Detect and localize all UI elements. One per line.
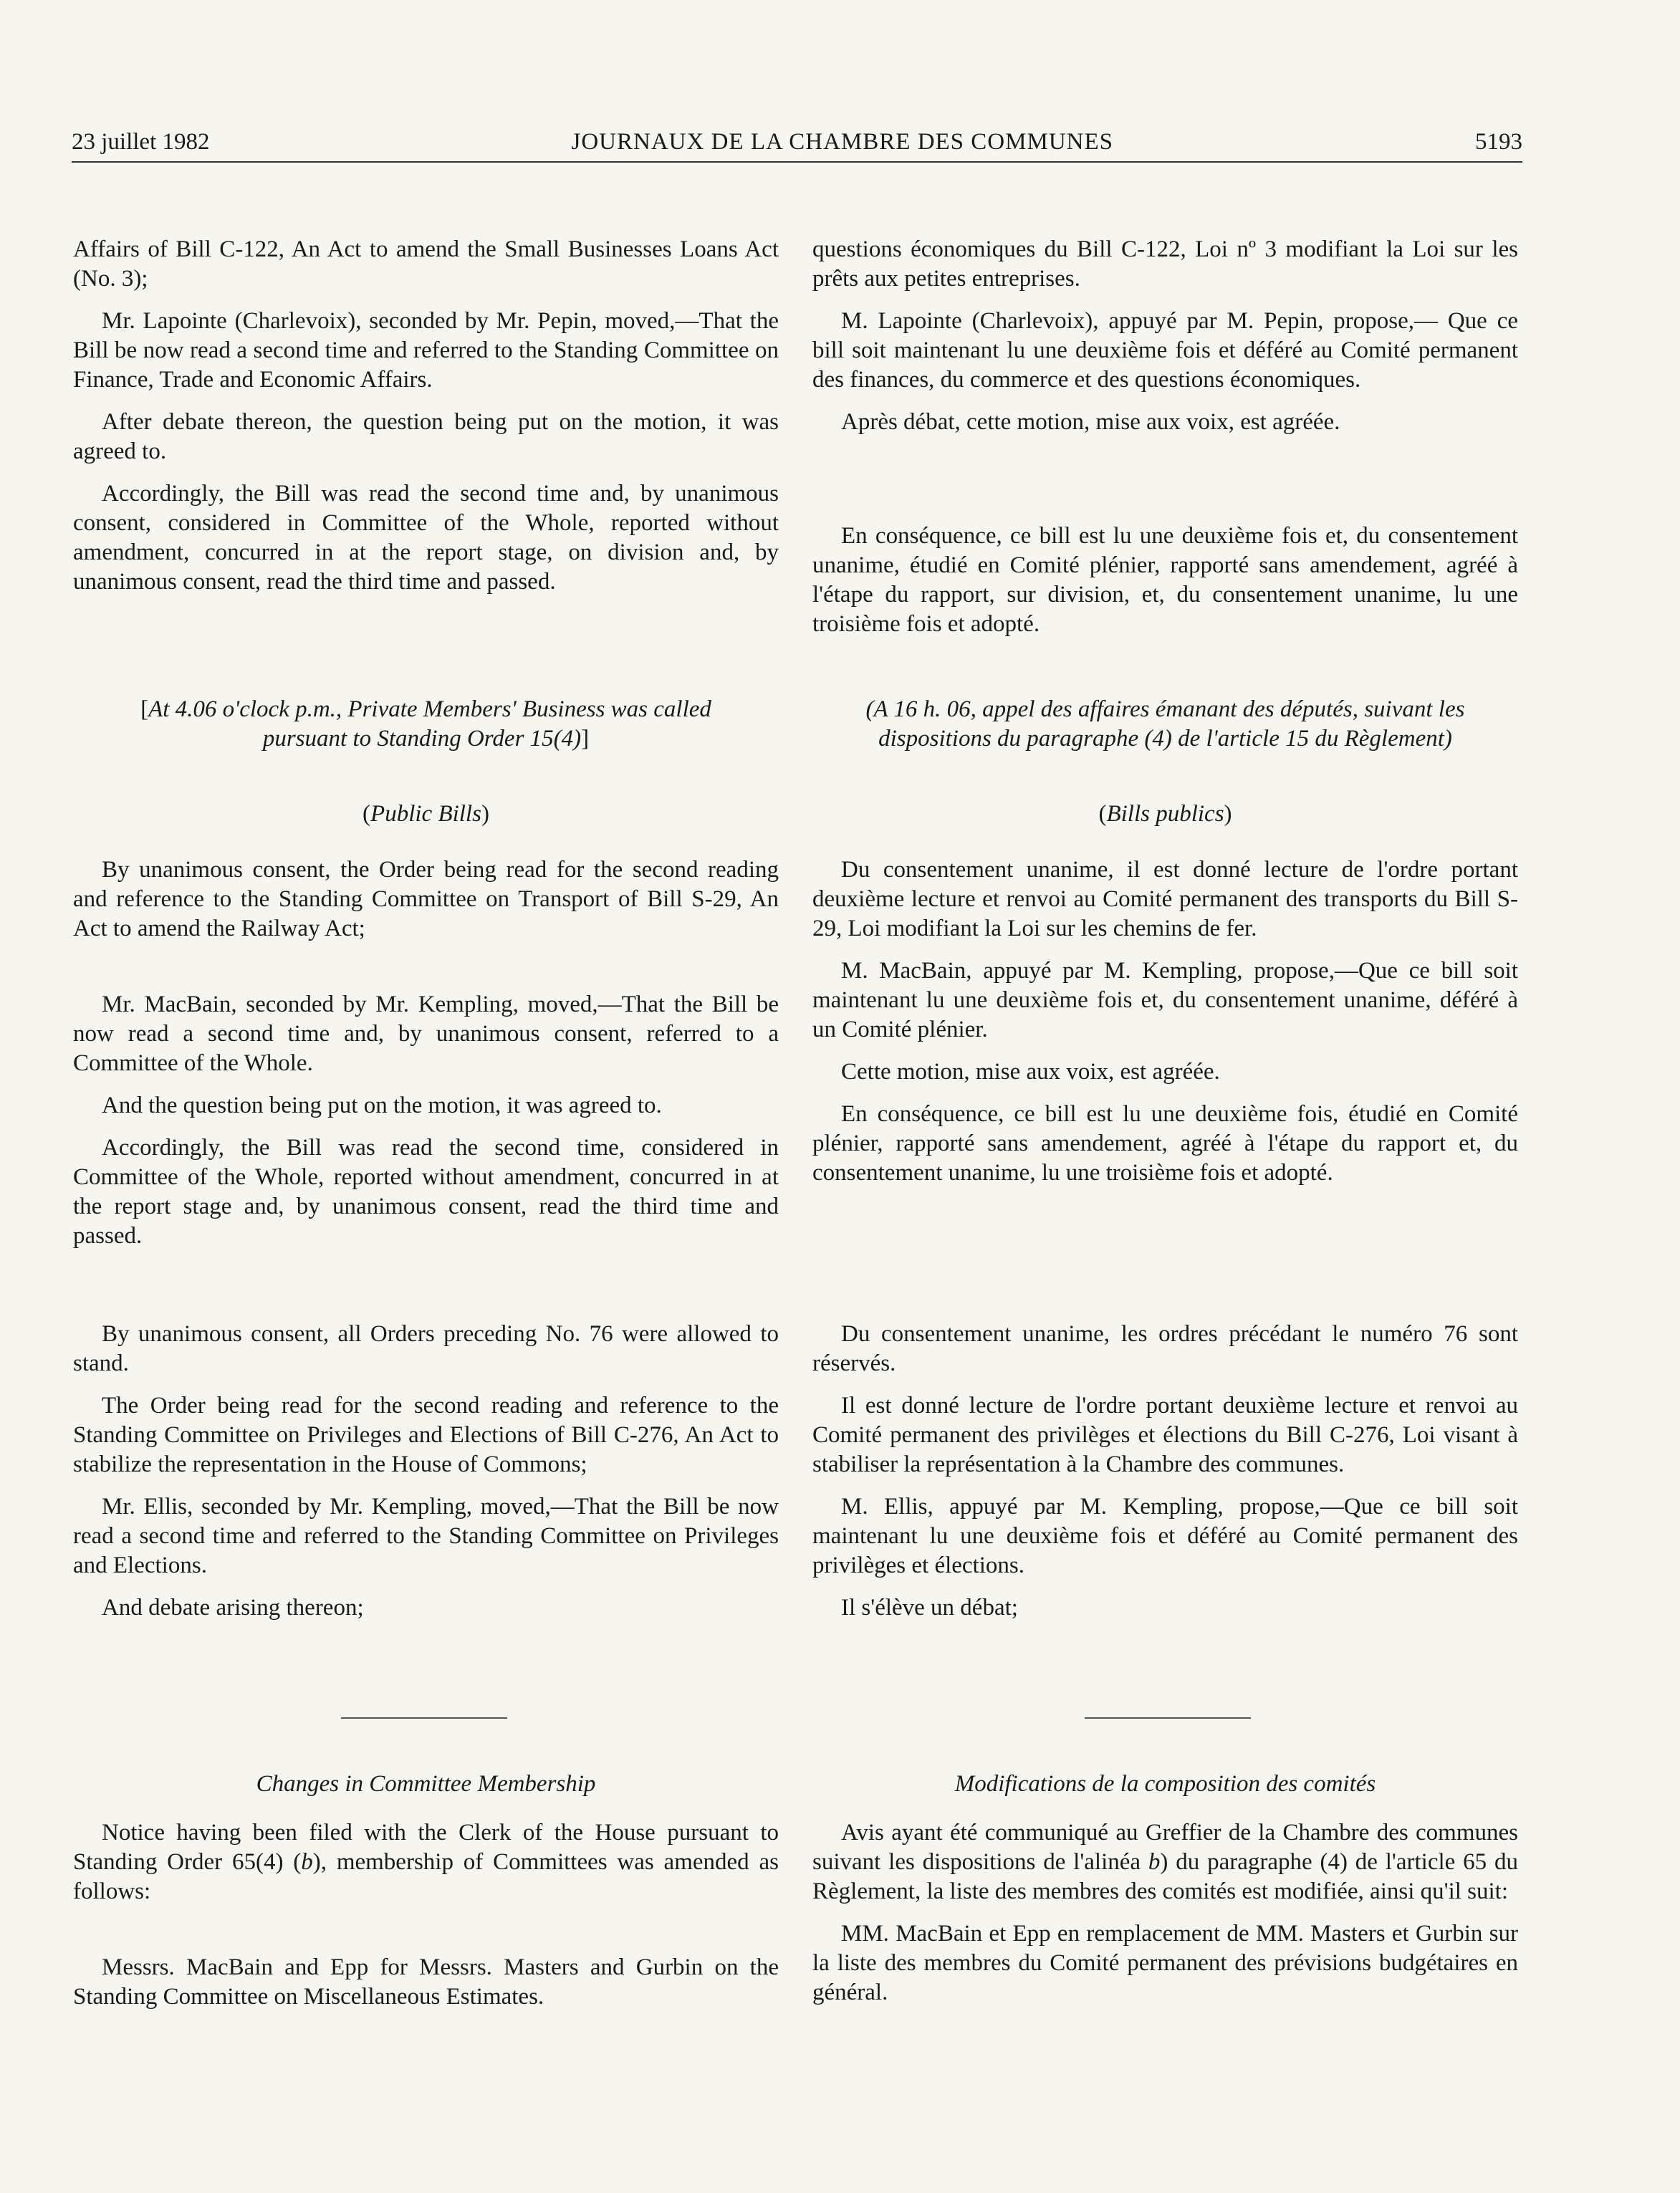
paragraph: Notice having been filed with the Clerk of the House pursuant to Standing Order 65(4) (b), membership of Committees was amended as follows: <box>73 1820 779 1904</box>
french-section-4 <box>812 1320 1518 1636</box>
paragraph: Mr. MacBain, seconded by Mr. Kempling, moved,—That the Bill be now read a second time and, by unanimous consent, referred to a Committee of the Whole. <box>73 992 779 1076</box>
public-bills-heading: (Bills publics) <box>1098 801 1232 827</box>
paragraph: Après débat, cette motion, mise aux voix, est agréée. <box>841 409 1340 435</box>
paragraph: And the question being put on the motion, it was agreed to. <box>102 1093 662 1118</box>
paragraph: M. MacBain, appuyé par M. Kempling, propose,—Que ce bill soit maintenant lu une deuxième fois et, du consentement unanime, déféré à un Comité plénier. <box>812 958 1518 1042</box>
paragraph: And debate arising thereon; <box>102 1595 364 1621</box>
paragraph: M. Lapointe (Charlevoix), appuyé par M. Pepin, propose,— Que ce bill soit maintenant lu une deuxième fois et déféré au Comité permanent des finances, du commerce et des questions économiques. <box>812 308 1518 393</box>
paragraph: Accordingly, the Bill was read the second time and, by unanimous consent, considered in Committee of the Whole, reported without amendment, concurred in at the report stage, on division and, by unanimous consent, read the third time and passed. <box>73 481 779 595</box>
paragraph: Du consentement unanime, les ordres précédant le numéro 76 sont réservés. <box>812 1321 1518 1376</box>
french-section-1 <box>812 235 1518 450</box>
french-private-heading-block <box>812 695 1518 767</box>
english-section-6 <box>73 1953 779 2025</box>
changes-heading: Modifications de la composition des comités <box>954 1771 1376 1797</box>
journal-title: JOURNAUX DE LA CHAMBRE DES COMMUNES <box>571 129 1113 155</box>
english-section-1 <box>73 235 779 610</box>
private-members-heading: (A 16 h. 06, appel des affaires émanant des députés, suivant les dispositions du paragraphe (4) de l'article 15 du Règlement) <box>865 696 1465 752</box>
paragraph: questions économiques du Bill C-122, Loi nº 3 modifiant la Loi sur les prêts aux petites entreprises. <box>812 236 1518 292</box>
english-private-heading-block <box>73 695 779 767</box>
paragraph: Accordingly, the Bill was read the second time, considered in Committee of the Whole, reported without amendment, concurred in at the report stage and, by unanimous consent, read the third time and passed. <box>73 1135 779 1249</box>
paragraph: Messrs. MacBain and Epp for Messrs. Masters and Gurbin on the Standing Committee on Miscellaneous Estimates. <box>73 1954 779 2010</box>
paragraph: Avis ayant été communiqué au Greffier de la Chambre des communes suivant les dispositions de l'alinéa b) du paragraphe (4) de l'article 65 du Règlement, la liste des membres des comités est modifiée, ainsi qu'il suit: <box>812 1820 1518 1904</box>
paragraph: En conséquence, ce bill est lu une deuxième fois et, du consentement unanime, étudié en Comité plénier, rapporté sans amendement, agréé à l'étape du rapport, sur division, et, du consentement unanime, lu une troisième fois et adopté. <box>812 523 1518 637</box>
english-section-3 <box>73 990 779 1264</box>
french-section-5 <box>812 1818 1518 2020</box>
french-changes-heading-block <box>812 1770 1518 1812</box>
french-section-3 <box>812 855 1518 1201</box>
paragraph: By unanimous consent, all Orders preceding No. 76 were allowed to stand. <box>73 1321 779 1376</box>
paragraph: By unanimous consent, the Order being read for the second reading and reference to the Standing Committee on Transport of Bill S-29, An Act to amend the Railway Act; <box>73 857 779 941</box>
paragraph: Affairs of Bill C-122, An Act to amend the Small Businesses Loans Act (No. 3); <box>73 236 779 292</box>
page-number: 5193 <box>1475 129 1522 155</box>
paragraph: Il est donné lecture de l'ordre portant deuxième lecture et renvoi au Comité permanent des privilèges et élections du Bill C-276, Loi visant à stabiliser la représentation à la Chambre des communes. <box>812 1393 1518 1477</box>
paragraph: After debate thereon, the question being put on the motion, it was agreed to. <box>73 409 779 464</box>
english-section-4 <box>73 1320 779 1636</box>
paragraph: Il s'élève un débat; <box>841 1595 1018 1621</box>
paragraph: Mr. Ellis, seconded by Mr. Kempling, moved,—That the Bill be now read a second time and referred to the Standing Committee on Privileges and Elections. <box>73 1494 779 1578</box>
paragraph: Mr. Lapointe (Charlevoix), seconded by Mr. Pepin, moved,—That the Bill be now read a second time and referred to the Standing Committee on Finance, Trade and Economic Affairs. <box>73 308 779 393</box>
paragraph: En conséquence, ce bill est lu une deuxième fois, étudié en Comité plénier, rapporté sans amendement, agréé à l'étape du rapport et, du consentement unanime, lu une troisième fois et adopté. <box>812 1101 1518 1186</box>
header-date: 23 juillet 1982 <box>72 129 210 155</box>
changes-heading: Changes in Committee Membership <box>256 1771 596 1797</box>
paragraph: Cette motion, mise aux voix, est agréée. <box>841 1059 1220 1085</box>
french-section-2 <box>812 522 1518 652</box>
paragraph: The Order being read for the second reading and reference to the Standing Committee on Privileges and Elections of Bill C-276, An Act to stabilize the representation in the House of Commons; <box>73 1393 779 1477</box>
english-section-5 <box>73 1818 779 1919</box>
english-public-heading-block <box>73 800 779 842</box>
section-divider-left <box>341 1717 507 1719</box>
section-divider-right <box>1085 1717 1251 1719</box>
french-public-heading-block <box>812 800 1518 842</box>
public-bills-heading: (Public Bills) <box>363 801 489 827</box>
english-changes-heading-block <box>73 1770 779 1812</box>
page-header <box>72 129 1522 163</box>
paragraph: MM. MacBain et Epp en remplacement de MM. Masters et Gurbin sur la liste des membres du Comité permanent des prévisions budgétaires en général. <box>812 1921 1518 2005</box>
paragraph: Du consentement unanime, il est donné lecture de l'ordre portant deuxième lecture et renvoi au Comité permanent des transports du Bill S-29, Loi modifiant la Loi sur les chemins de fer. <box>812 857 1518 941</box>
private-members-heading: [At 4.06 o'clock p.m., Private Members' Business was called pursuant to Standing Order 15(4)] <box>140 696 711 752</box>
english-section-2 <box>73 855 779 956</box>
paragraph: M. Ellis, appuyé par M. Kempling, propose,—Que ce bill soit maintenant lu une deuxième fois et déféré au Comité permanent des privilèges et élections. <box>812 1494 1518 1578</box>
